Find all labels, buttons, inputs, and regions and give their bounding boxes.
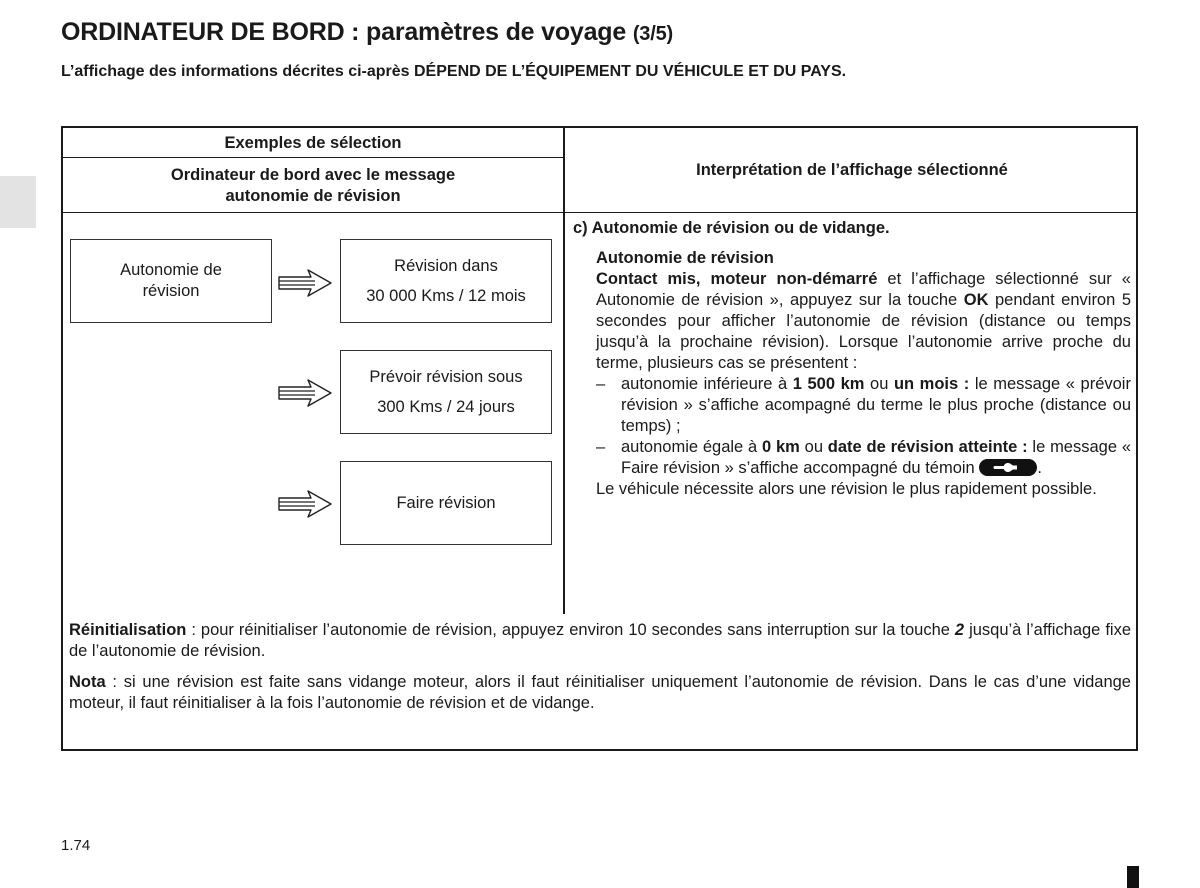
ignition-condition: Contact mis, moteur non-démarré (596, 270, 878, 288)
key-2-label: 2 (954, 621, 965, 639)
page-number: 1.74 (61, 837, 91, 854)
list-text: autonomie égale à (621, 438, 763, 456)
display-line2: 300 Kms / 24 jours (377, 397, 515, 416)
reset-paragraph (69, 620, 1131, 662)
reset-text: jusqu’à l’affichage fixe de l’autonomie de révision. (69, 621, 1132, 660)
paragraph-conclusion: Le véhicule nécessite alors une révision le plus rapidement possible. (596, 480, 1097, 498)
list-item-text (621, 374, 1131, 437)
list-text: autonomie inférieure à (621, 375, 793, 393)
display-line1: Prévoir révision sous (369, 367, 523, 386)
double-arrow-icon (277, 377, 333, 409)
display-box-prevoir-revision (340, 350, 552, 434)
reset-text: : pour réinitialiser l’autonomie de révision, appuyez environ 10 secondes sans interruption sur la touche (186, 621, 955, 639)
list-text: . (1037, 459, 1042, 477)
source-display-box (70, 239, 272, 323)
page-title (61, 18, 673, 47)
section-heading: c) Autonomie de révision ou de vidange. (573, 219, 890, 237)
col2-header: Interprétation de l’affichage sélectionné (696, 161, 1008, 179)
list-dash: – (596, 375, 606, 393)
list-item-text (621, 437, 1131, 479)
source-box-line1: Autonomie de (120, 261, 222, 279)
list-text: le message « Faire révision » s’affiche accompagné du témoin (621, 438, 1131, 477)
list-text: ou (799, 438, 828, 456)
threshold-time: un mois : (893, 375, 970, 393)
note-paragraph (69, 672, 1131, 714)
col1-header-line1: Ordinateur de bord avec le message (170, 166, 456, 184)
reset-label: Réinitialisation (69, 621, 187, 639)
display-line1: Faire révision (396, 493, 496, 512)
col1-header-line2: autonomie de révision (225, 187, 401, 205)
paragraph-text: et l’affichage sélectionné sur « Autonomie de révision », appuyez sur la touche (596, 270, 1131, 309)
display-line1: Révision dans (394, 256, 498, 275)
header-divider-left (61, 157, 564, 158)
col1-header-bottom (63, 165, 563, 207)
paragraph-intro (596, 269, 1131, 374)
page-subtitle: L’affichage des informations décrites ci-après DÉPEND DE L’ÉQUIPEMENT DU VÉHICULE ET DU PAYS. (61, 63, 847, 80)
list-item (596, 374, 1131, 437)
display-box-faire-revision (340, 461, 552, 545)
threshold-distance: 1 500 km (792, 375, 865, 393)
note-text: : si une révision est faite sans vidange moteur, alors il faut réinitialiser uniquement l’autonomie de révision. Dans le cas d’une vidange moteur, il faut réinitialiser à la fois l’autonomie de révision et de vidange. (69, 673, 1131, 712)
section-subheading: Autonomie de révision (596, 249, 774, 267)
title-page-suffix: (3/5) (632, 23, 673, 45)
list-item (596, 437, 1131, 479)
double-arrow-icon (277, 267, 333, 299)
interpretation-text (573, 218, 1131, 500)
list-dash: – (596, 438, 606, 456)
column-divider (563, 126, 565, 614)
bottom-notes (69, 620, 1131, 724)
threshold-date: date de révision atteinte : (827, 438, 1028, 456)
header-divider (61, 212, 1138, 213)
side-tab-marker (0, 176, 36, 228)
col1-header-top: Exemples de sélection (224, 134, 402, 152)
display-line2: 30 000 Kms / 12 mois (366, 286, 526, 305)
ok-key-label: OK (963, 291, 989, 309)
paragraph-text: pendant environ 5 secondes pour afficher l’autonomie de révision (distance ou temps jusqu’à la prochaine révision). Lorsque l’autonomie arrive proche du terme, plusieurs cas se présentent : (596, 291, 1131, 372)
title-text: ORDINATEUR DE BORD : paramètres de voyage (61, 18, 627, 46)
threshold-distance: 0 km (762, 438, 800, 456)
list-text: le message « prévoir révision » s’affiche acompagné du terme le plus proche (distance ou temps) ; (621, 375, 1131, 435)
page-corner-mark (1127, 866, 1139, 888)
list-text: ou (864, 375, 894, 393)
display-box-revision-dans (340, 239, 552, 323)
wrench-icon (979, 459, 1037, 476)
note-label: Nota (69, 673, 106, 691)
source-box-line2: révision (142, 282, 200, 300)
double-arrow-icon (277, 488, 333, 520)
